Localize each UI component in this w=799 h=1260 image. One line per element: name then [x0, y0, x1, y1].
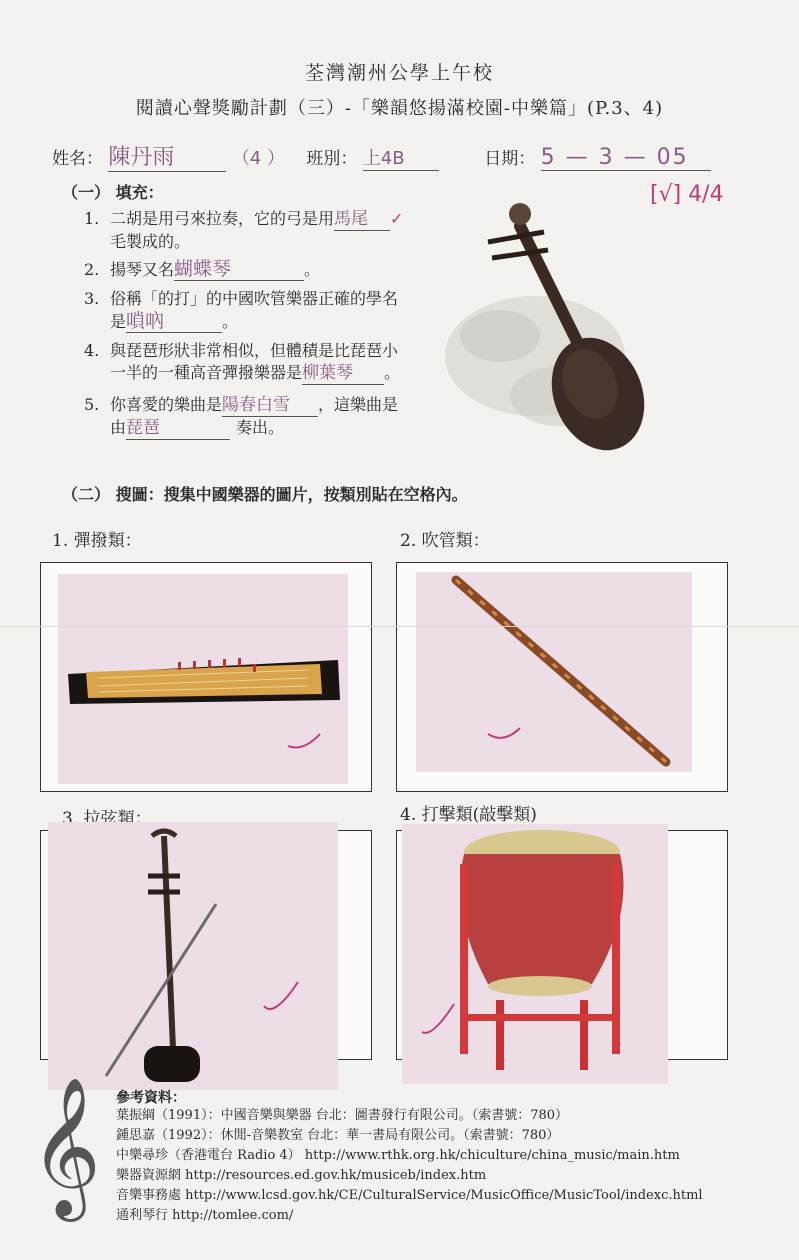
name-label: 姓名：: [52, 149, 103, 169]
student-number: （4 ）: [231, 148, 285, 169]
class-label: 班別：: [306, 149, 358, 169]
date-value: 5 — 3 — 05: [541, 145, 711, 171]
school-name: 荃灣潮州公學上午校: [304, 62, 494, 84]
pipa-illustration: [440, 196, 660, 466]
category-1-label: 1. 彈撥類：: [52, 531, 142, 551]
reference-item: 鍾思嘉（1992）：休閒-音樂教室 台北：華一書局有限公司。（索書號：780）: [116, 1128, 560, 1143]
reference-item: 中樂尋珍（香港電台 Radio 4） http://www.rthk.org.hk/chiculture/china_music/main.htm: [116, 1148, 680, 1163]
treble-clef-icon: 𝄞: [30, 1077, 101, 1216]
section2-heading: （二） 搜圖：搜集中國樂器的圖片，按類別貼在空格內。: [62, 485, 468, 504]
answer-4: 柳葉琴: [302, 362, 384, 385]
question-5: 5. 你喜愛的樂曲是陽春白雪 ，這樂曲是 由琵琶 奏出。: [84, 395, 399, 438]
program-title: 閱讀心聲獎勵計劃（三）-「樂韻悠揚滿校園-中樂篇」(P.3、4): [135, 98, 664, 119]
answer-2: 蝴蝶琴: [174, 258, 304, 281]
erhu-photo: [48, 822, 338, 1090]
section1-heading: （一） 填充：: [62, 183, 164, 202]
references-list: [116, 1106, 786, 1226]
category-3-label: 3. 拉弦類：: [62, 809, 152, 829]
class-value: 上4B: [363, 144, 439, 171]
answer-5a: 陽春白雪: [222, 394, 318, 417]
category-4-label: 4. 打擊類(敲擊類): [400, 805, 537, 825]
question-4: 4. 與琵琶形狀非常相似，但體積是比琵琶小 一半的一種高音彈撥樂器是柳葉琴 。: [84, 341, 401, 383]
references-heading: 參考資料：: [116, 1090, 186, 1106]
answer-1: 馬尾: [334, 208, 390, 231]
date-label: 日期：: [484, 149, 536, 169]
drum-photo: [402, 824, 668, 1084]
grade-mark: [√] 4/4: [650, 182, 724, 207]
answer-5b: 琵琶: [126, 417, 230, 440]
category-2-label: 2. 吹管類：: [400, 531, 490, 551]
reference-item: 葉振綱（1991）：中國音樂與樂器 台北：圖書發行有限公司。（索書號：780）: [116, 1108, 569, 1123]
dizi-photo: [416, 572, 692, 772]
question-2: 2. 揚琴又名蝴蝶琴 。: [84, 258, 321, 280]
student-info-row: [52, 140, 711, 172]
name-value: 陳丹雨: [108, 140, 226, 172]
reference-item: 樂器資源網 http://resources.ed.gov.hk/musiceb/index.htm: [116, 1168, 487, 1183]
guzheng-photo: [58, 574, 348, 784]
question-1: 1. 二胡是用弓來拉奏，它的弓是用馬尾 ✓ 毛製成的。: [84, 209, 404, 251]
question-3: 3. 俗稱「的打」的中國吹管樂器正確的學名 是嗩吶 。: [84, 289, 399, 332]
answer-3: 嗩吶: [126, 310, 222, 333]
reference-item: 通利琴行 http://tomlee.com/: [116, 1208, 294, 1223]
reference-item: 音樂事務處 http://www.lcsd.gov.hk/CE/CulturalService/MusicOffice/MusicTool/indexc.html: [116, 1188, 703, 1203]
paper-fold: [0, 626, 799, 627]
